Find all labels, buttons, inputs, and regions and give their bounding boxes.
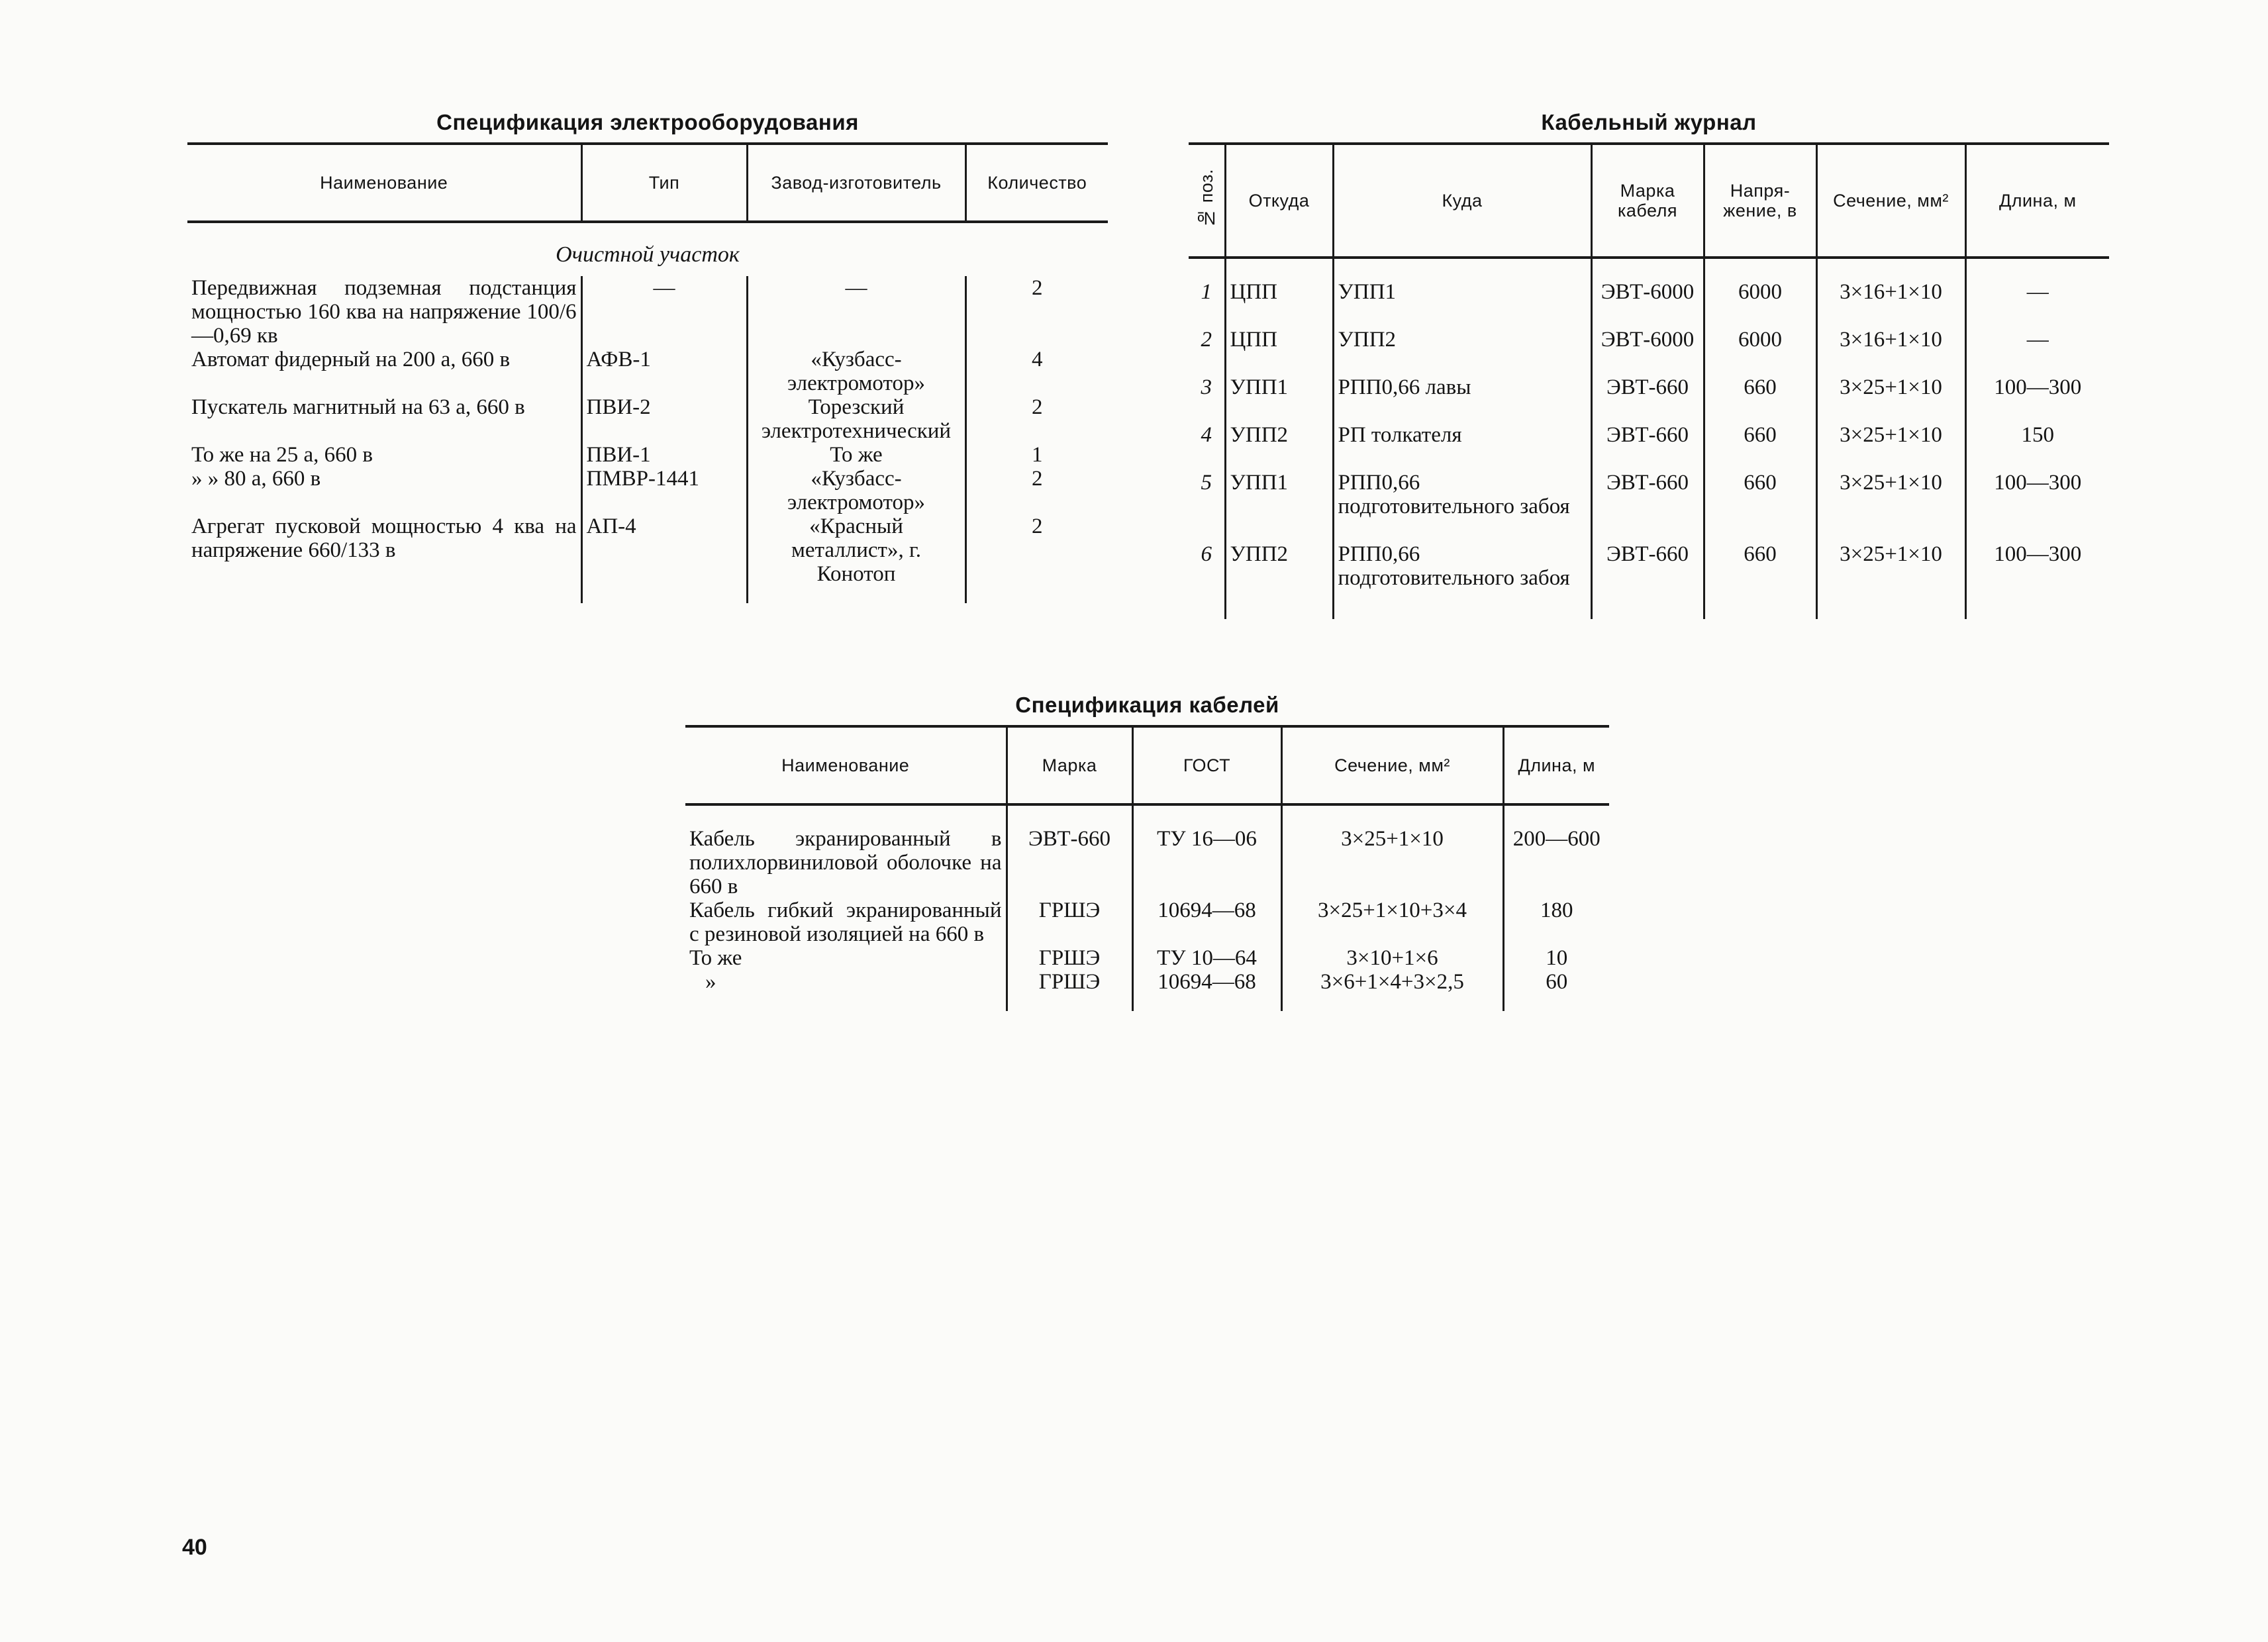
cell-section: 3×10+1×6 [1281, 946, 1503, 970]
cell-maker: «Кузбасс-электромотор» [747, 467, 965, 514]
cell-maker: «Красный металлист», г. Конотоп [747, 514, 965, 586]
cell-length: 100—300 [1965, 542, 2109, 619]
cell-name: Передвижная подземная подстанция мощностью 160 ква на напряжение 100/6—0,69 кв [191, 276, 577, 348]
header-section: Сечение, мм² [1281, 726, 1503, 804]
cell-from: УПП1 [1225, 375, 1333, 423]
cell-quantity: 2 [965, 276, 1108, 348]
cell-cable-brand: ЭВТ-660 [1591, 542, 1704, 619]
cell-name: Автомат фидерный на 200 а, 660 в [191, 348, 511, 371]
table-row [685, 946, 1609, 970]
cable-journal-table [1189, 142, 2109, 619]
cell-quantity: 1 [965, 443, 1108, 467]
header-length: Длина, м [1965, 144, 2109, 258]
cell-length: 150 [1965, 423, 2109, 471]
cell-section: 3×25+1×10 [1816, 542, 1965, 619]
cell-section: 3×16+1×10 [1816, 280, 1965, 328]
cell-position: 6 [1201, 542, 1212, 566]
cell-cable-brand: ЭВТ-660 [1591, 471, 1704, 542]
table-row [1189, 375, 2109, 423]
cell-length: — [1965, 280, 2109, 328]
header-section: Сечение, мм² [1816, 144, 1965, 258]
cell-voltage: 660 [1704, 423, 1816, 471]
header-position: № поз. [1189, 144, 1225, 258]
header-to: Куда [1333, 144, 1591, 258]
header-gost: ГОСТ [1132, 726, 1281, 804]
cell-length: 100—300 [1965, 471, 2109, 542]
cell-name: » [705, 970, 716, 994]
cell-from: ЦПП [1225, 328, 1333, 375]
cell-quantity: 2 [965, 395, 1108, 443]
cell-length: 180 [1503, 898, 1609, 946]
table-row [685, 827, 1609, 898]
cell-to: РПП0,66 лавы [1333, 375, 1591, 423]
cell-from: УПП2 [1225, 542, 1333, 619]
cell-from: УПП1 [1225, 471, 1333, 542]
cell-name: » » 80 а, 660 в [191, 467, 321, 491]
header-type: Тип [581, 144, 747, 222]
table-row [187, 276, 1108, 348]
table-row [187, 395, 1108, 443]
cell-name: Кабель экранированный в полихлорвиниловой оболочке на 660 в [689, 827, 1002, 898]
table-row [1189, 328, 2109, 375]
cell-position: 4 [1201, 423, 1212, 447]
header-name: Наименование [187, 144, 581, 222]
cell-name: Агрегат пусковой мощностью 4 ква на напряжение 660/133 в [191, 514, 577, 562]
table-row [187, 443, 1108, 467]
cell-brand: ГРШЭ [1007, 898, 1132, 946]
cell-type: АФВ-1 [581, 348, 747, 395]
cell-gost: 10694—68 [1132, 970, 1281, 994]
page-number: 40 [182, 1535, 207, 1560]
cell-to: РП толкателя [1333, 423, 1591, 471]
cell-voltage: 6000 [1704, 328, 1816, 375]
cell-gost: ТУ 16—06 [1132, 827, 1281, 898]
cell-position: 2 [1201, 328, 1212, 352]
cell-maker: — [747, 276, 965, 348]
cell-brand: ЭВТ-660 [1007, 827, 1132, 898]
table-row [187, 514, 1108, 586]
cell-gost: 10694—68 [1132, 898, 1281, 946]
cell-from: ЦПП [1225, 280, 1333, 328]
cable-spec-table [685, 725, 1609, 1011]
table-row [1189, 471, 2109, 542]
cell-to: РПП0,66 подготовительного забоя [1333, 542, 1591, 619]
equipment-spec-title: Спецификация электрооборудования [436, 110, 859, 134]
header-brand: Марка [1007, 726, 1132, 804]
cell-type: ПМВР-1441 [581, 467, 747, 514]
section-caption: Очистной участок [556, 242, 740, 267]
cell-maker: «Кузбасс-электромотор» [747, 348, 965, 395]
cell-name: То же на 25 а, 660 в [191, 443, 373, 467]
cell-quantity: 4 [965, 348, 1108, 395]
header-quantity: Количество [965, 144, 1108, 222]
cell-voltage: 6000 [1704, 280, 1816, 328]
cell-voltage: 660 [1704, 375, 1816, 423]
cell-cable-brand: ЭВТ-660 [1591, 423, 1704, 471]
cell-position: 5 [1201, 471, 1212, 495]
cell-section: 3×25+1×10+3×4 [1281, 898, 1503, 946]
cell-cable-brand: ЭВТ-6000 [1591, 328, 1704, 375]
cell-cable-brand: ЭВТ-6000 [1591, 280, 1704, 328]
equipment-spec [187, 103, 1108, 603]
cell-quantity: 2 [965, 467, 1108, 514]
cable-journal [1189, 103, 2109, 619]
cell-type: ПВИ-2 [581, 395, 747, 443]
cable-spec [685, 685, 1609, 1011]
cell-position: 3 [1201, 375, 1212, 399]
cell-section: 3×25+1×10 [1816, 471, 1965, 542]
cell-brand: ГРШЭ [1007, 946, 1132, 970]
cell-length: 10 [1503, 946, 1609, 970]
cell-cable-brand: ЭВТ-660 [1591, 375, 1704, 423]
cell-length: 100—300 [1965, 375, 2109, 423]
cable-spec-title: Спецификация кабелей [1015, 693, 1279, 717]
cell-type: АП-4 [581, 514, 747, 586]
cell-section: 3×25+1×10 [1816, 375, 1965, 423]
cell-to: УПП1 [1333, 280, 1591, 328]
cell-section: 3×6+1×4+3×2,5 [1281, 970, 1503, 994]
cell-length: — [1965, 328, 2109, 375]
table-row [685, 970, 1609, 994]
cell-quantity: 2 [965, 514, 1108, 586]
cell-section: 3×16+1×10 [1816, 328, 1965, 375]
header-length: Длина, м [1503, 726, 1609, 804]
header-voltage: Напря-жение, в [1704, 144, 1816, 258]
table-row [685, 898, 1609, 946]
table-row [1189, 542, 2109, 619]
table-row [1189, 423, 2109, 471]
table-row [1189, 280, 2109, 328]
cell-type: ПВИ-1 [581, 443, 747, 467]
cell-voltage: 660 [1704, 471, 1816, 542]
cell-length: 200—600 [1503, 827, 1609, 898]
header-maker: Завод-изготовитель [747, 144, 965, 222]
header-cable-brand: Марка кабеля [1591, 144, 1704, 258]
cell-from: УПП2 [1225, 423, 1333, 471]
cell-brand: ГРШЭ [1007, 970, 1132, 994]
cell-gost: ТУ 10—64 [1132, 946, 1281, 970]
cell-name: Пускатель магнитный на 63 а, 660 в [191, 395, 525, 419]
cell-to: РПП0,66 подготовительного забоя [1333, 471, 1591, 542]
cell-length: 60 [1503, 970, 1609, 994]
cable-journal-title: Кабельный журнал [1541, 110, 1757, 134]
cell-maker: То же [747, 443, 965, 467]
cell-section: 3×25+1×10 [1281, 827, 1503, 898]
cell-name: То же [689, 946, 742, 970]
cell-to: УПП2 [1333, 328, 1591, 375]
cell-voltage: 660 [1704, 542, 1816, 619]
cell-maker: Торезский электротехнический [747, 395, 965, 443]
table-row [187, 467, 1108, 514]
header-name: Наименование [685, 726, 1007, 804]
cell-name: Кабель гибкий экранированный с резиновой изоляцией на 660 в [689, 898, 1002, 946]
cell-type: — [581, 276, 747, 348]
header-from: Откуда [1225, 144, 1333, 258]
cell-position: 1 [1201, 280, 1212, 304]
cell-section: 3×25+1×10 [1816, 423, 1965, 471]
equipment-spec-table [187, 142, 1108, 603]
table-row [187, 348, 1108, 395]
